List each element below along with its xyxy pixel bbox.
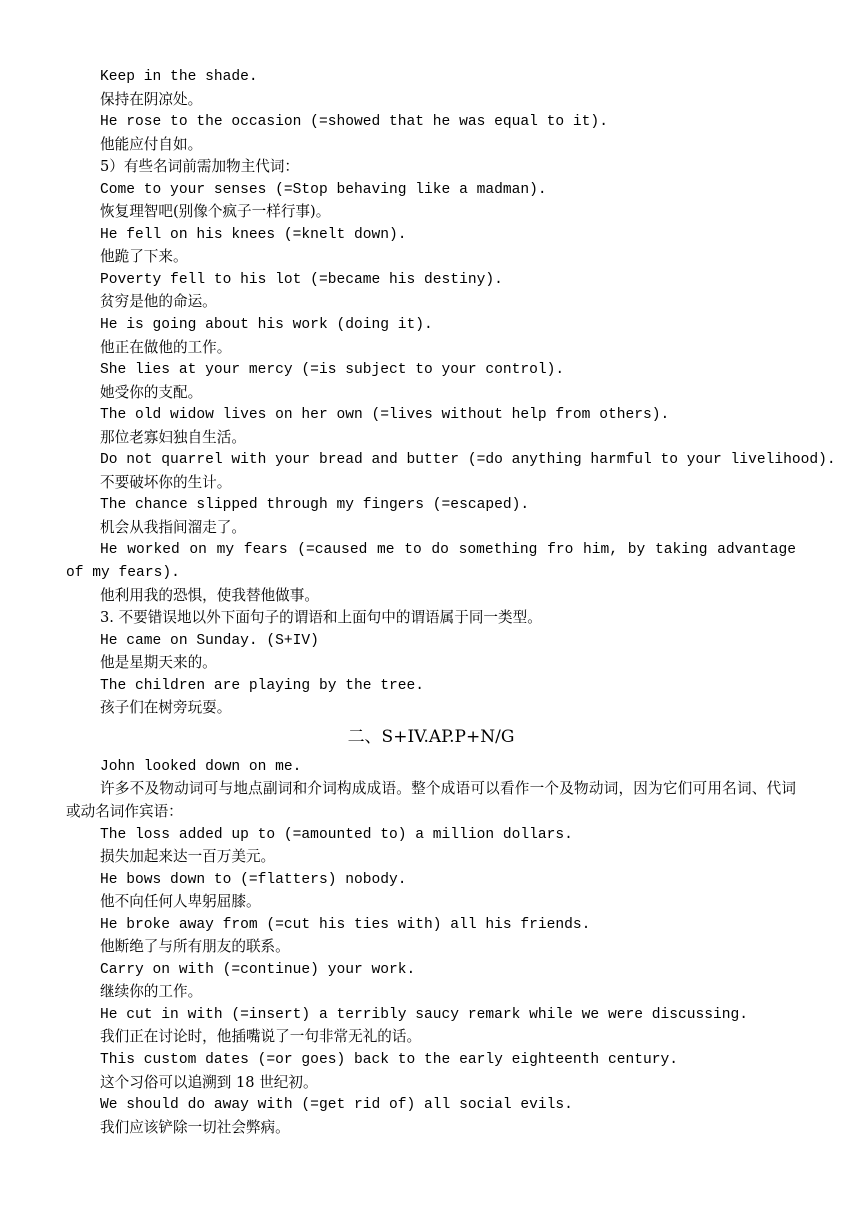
- text-line: 他是星期天来的。: [100, 654, 217, 672]
- text-line: Carry on with (=continue) your work.: [100, 961, 416, 978]
- text-line: 孩子们在树旁玩耍。: [100, 699, 232, 717]
- text-line: He cut in with (=insert) a terribly saucy remark while we were discussing.: [100, 1006, 749, 1023]
- text-line: 保持在阴凉处。: [100, 90, 203, 108]
- text-line: 继续你的工作。: [100, 983, 203, 1001]
- text-line: He came on Sunday. (S+IV): [100, 632, 319, 649]
- text-line: 贫穷是他的命运。: [100, 293, 217, 311]
- text-line: John looked down on me.: [100, 758, 302, 775]
- text-line: 她受你的支配。: [100, 383, 203, 401]
- text-line: He fell on his knees (=knelt down).: [100, 226, 407, 243]
- text-line: We should do away with (=get rid of) all social evils.: [100, 1097, 573, 1114]
- text-line: 他不向任何人卑躬屈膝。: [100, 893, 261, 911]
- text-line: 机会从我指间溜走了。: [100, 518, 246, 536]
- text-line: 5）有些名词前需加物主代词：: [100, 158, 300, 176]
- text-line: 他断绝了与所有朋友的联系。: [100, 938, 290, 956]
- text-line: 这个习俗可以追溯到 18 世纪初。: [100, 1073, 318, 1091]
- text-line: Keep in the shade.: [100, 69, 258, 85]
- text-line: 那位老寡妇独自生活。: [100, 428, 246, 446]
- text-line: 恢复理智吧(别像个疯子一样行事)。: [100, 203, 331, 221]
- text-line: 我们正在讨论时，他插嘴说了一句非常无礼的话。: [100, 1028, 422, 1046]
- text-line: 损失加起来达一百万美元。: [100, 848, 276, 866]
- text-line: 他利用我的恐惧，使我替他做事。: [100, 586, 319, 604]
- text-line: He worked on my fears (=caused me to do something fro him, by taking advantage of my fears).: [66, 542, 796, 582]
- text-block-top: [66, 66, 836, 720]
- text-line: This custom dates (=or goes) back to the early eighteenth century.: [100, 1051, 679, 1068]
- text-line: He rose to the occasion (=showed that he was equal to it).: [100, 114, 608, 131]
- text-line: He broke away from (=cut his ties with) all his friends.: [100, 916, 591, 933]
- text-line: Come to your senses (=Stop behaving like a madman).: [100, 181, 547, 198]
- text-line: 许多不及物动词可与地点副词和介词构成成语。整个成语可以看作一个及物动词，因为它们可用名词、代词或动名词作宾语：: [66, 780, 796, 820]
- text-line: 他跪了下来。: [100, 248, 188, 266]
- text-line: 他正在做他的工作。: [100, 338, 232, 356]
- text-block-bottom: [66, 756, 796, 1139]
- section-heading: 二、S+IV.AP.P+N/G: [347, 726, 515, 747]
- text-line: The chance slipped through my fingers (=escaped).: [100, 497, 530, 514]
- text-line: 3. 不要错误地以外下面句子的谓语和上面句中的谓语属于同一类型。: [100, 609, 542, 627]
- text-line: She lies at your mercy (=is subject to your control).: [100, 362, 565, 379]
- text-line: He is going about his work (doing it).: [100, 317, 433, 334]
- text-line: He bows down to (=flatters) nobody.: [100, 871, 407, 888]
- text-line: 不要破坏你的生计。: [100, 473, 232, 491]
- text-line: 我们应该铲除一切社会弊病。: [100, 1118, 290, 1136]
- text-line: Poverty fell to his lot (=became his destiny).: [100, 271, 503, 288]
- text-line: The children are playing by the tree.: [100, 677, 425, 694]
- text-line: Do not quarrel with your bread and butter (=do anything harmful to your livelihood).: [100, 452, 836, 469]
- text-line: 他能应付自如。: [100, 135, 203, 153]
- text-line: The old widow lives on her own (=lives without help from others).: [100, 407, 670, 424]
- text-line: The loss added up to (=amounted to) a million dollars.: [100, 826, 573, 843]
